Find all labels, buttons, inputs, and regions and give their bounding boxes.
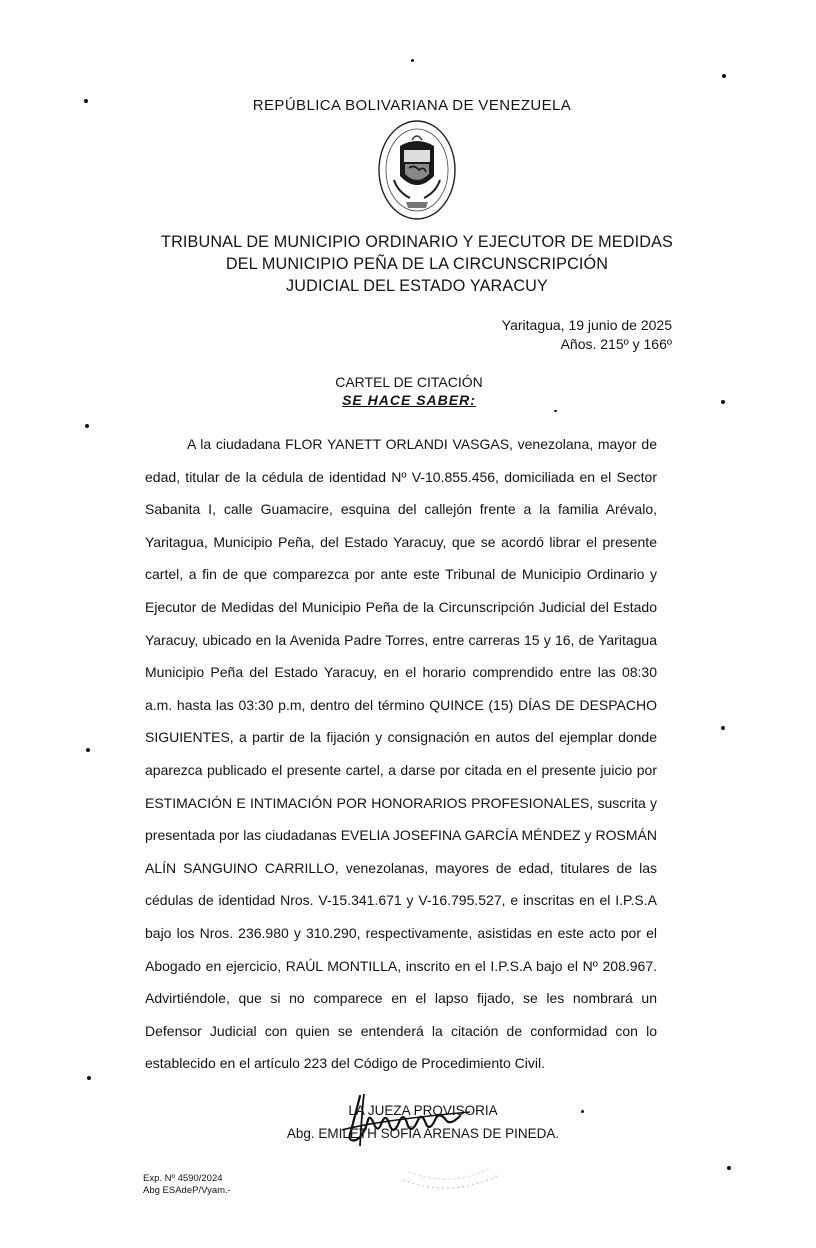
court-line: TRIBUNAL DE MUNICIPIO ORDINARIO Y EJECUTOR DE MEDIDAS <box>161 233 673 251</box>
venezuela-coat-of-arms-seal-icon <box>376 118 458 222</box>
place-date: Yaritagua, 19 junio de 2025 <box>501 317 672 333</box>
scan-speck <box>721 726 725 730</box>
scan-speck <box>554 410 557 412</box>
court-line: DEL MUNICIPIO PEÑA DE LA CIRCUNSCRIPCIÓN <box>225 255 609 273</box>
judge-role: LA JUEZA PROVISORIA <box>348 1103 498 1118</box>
judge-name: Abg. EMILETH SOFÍA ARENAS DE PINEDA. <box>286 1126 560 1141</box>
signature-block <box>230 1099 616 1145</box>
court-heading <box>0 231 816 297</box>
republic-heading: REPÚBLICA BOLIVARIANA DE VENEZUELA <box>252 97 572 114</box>
scan-speck <box>87 1076 91 1080</box>
cartel-title: CARTEL DE CITACIÓN <box>335 374 483 390</box>
secretary-initials: Abg ESAdeP/Vyam.- <box>143 1185 231 1196</box>
scan-speck <box>411 59 414 62</box>
scan-speck <box>727 1166 731 1170</box>
document-title <box>0 373 816 409</box>
scan-speck <box>86 748 90 752</box>
court-line: JUDICIAL DEL ESTADO YARACUY <box>286 277 548 295</box>
scan-speck <box>722 74 726 78</box>
date-block <box>502 316 672 354</box>
faint-stamp-icon <box>395 1150 505 1195</box>
scan-speck <box>85 424 89 428</box>
file-reference <box>143 1173 231 1197</box>
expediente-number: Exp. Nº 4590/2024 <box>143 1173 223 1184</box>
years-line: Años. 215º y 166º <box>560 336 672 352</box>
se-hace-saber: SE HACE SABER: <box>342 392 476 408</box>
citation-body: A la ciudadana FLOR YANETT ORLANDI VASGAS, venezolana, mayor de edad, titular de la cédula de identidad Nº V-10.855.456, domiciliada en el Sector Sabanita I, calle Guamacire, esquina del callejón frente a la familia Arévalo, Yaritagua, Municipio Peña, del Estado Yaracuy, que se acordó librar el presente cartel, a fin de que comparezca por ante este Tribunal de Municipio Ordinario y Ejecutor de Medidas del Municipio Peña de la Circunscripción Judicial del Estado Yaracuy, ubicado en la Avenida Padre Torres, entre carreras 15 y 16, de Yaritagua Municipio Peña del Estado Yaracuy, en el horario comprendido entre las 08:30 a.m. hasta las 03:30 p.m, dentro del término QUINCE (15) DÍAS DE DESPACHO SIGUIENTES, a partir de la fijación y consignación en autos del ejemplar donde aparezca publicado el presente cartel, a darse por citada en el presente juicio por ESTIMACIÓN E INTIMACIÓN POR HONORARIOS PROFESIONALES, suscrita y presentada por las ciudadanas EVELIA JOSEFINA GARCÍA MÉNDEZ y ROSMÁN ALÍN SANGUINO CARRILLO, venezolanas, mayores de edad, titulares de las cédulas de identidad Nros. V-15.341.671 y V-16.795.527, e inscritas en el I.P.S.A bajo los Nros. 236.980 y 310.290, respectivamente, asistidas en este acto por el Abogado en ejercicio, RAÚL MONTILLA, inscrito en el I.P.S.A bajo el Nº 208.967. Advirtiéndole, que si no comparece en el lapso fijado, se les nombrará un Defensor Judicial con quien se entenderá la citación de conformidad con lo establecido en el artículo 223 del Código de Procedimiento Civil. <box>145 436 657 1072</box>
